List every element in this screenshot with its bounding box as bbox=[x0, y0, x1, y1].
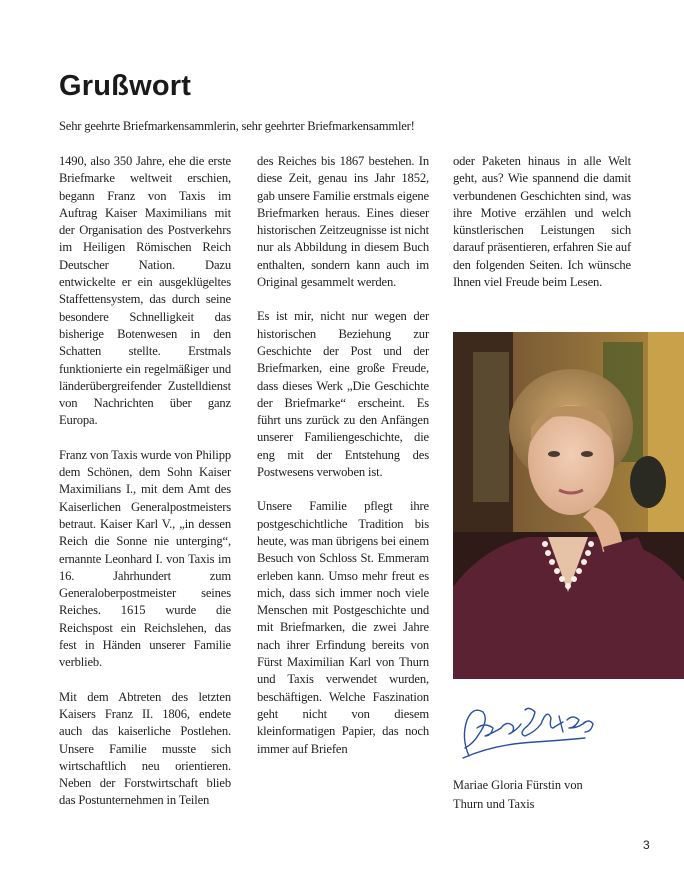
handwritten-signature-icon bbox=[455, 698, 605, 770]
paragraph: 1490, also 350 Jahre, ehe die erste Briefmarke weltweit erschien, begann Franz von Taxis im Auftrag Kaiser Maximilians mit der Organisation des Postverkehrs im Heiligen Römischen Reich Deutscher Nation. Dazu entwickelte er ein ausgeklügeltes Staffettensystem, das durch seine besondere Schnelligkeit das bisherige Botenwesen in den Schatten stellte. Erstmals funktionierte ein regelmäßiger und länderübergreifender Zustelldienst von Nachrichten über ganz Europa. bbox=[59, 154, 231, 428]
photo-caption bbox=[453, 776, 653, 814]
text-column-1 bbox=[59, 153, 231, 827]
text-column-3 bbox=[453, 153, 631, 308]
portrait-photo-icon bbox=[453, 332, 684, 679]
paragraph: Es ist mir, nicht nur wegen der historischen Beziehung zur Geschichte der Post und der Briefmarken, eine große Freude, dass dieses Werk „Die Geschichte der Briefmarke“ erscheint. Es führt uns zurück zu den Anfängen unserer Familiengeschichte, die eng mit der Entstehung des Postwesens verwoben ist. bbox=[257, 309, 429, 480]
salutation: Sehr geehrte Briefmarkensammlerin, sehr geehrter Briefmarkensammler! bbox=[59, 119, 415, 133]
signature-icon bbox=[455, 698, 605, 770]
paragraph: Franz von Taxis wurde von Philipp dem Schönen, dem Sohn Kaiser Maximilians I., mit dem Amt des Kaiserlichen Generalpostmeisters betraut. Kaiser Karl V., „in dessen Reich die Sonne nie unterging“, ernannte Leonhard I. von Taxis im 16. Jahrhundert zum Generaloberpostmeister seines Reiches. 1615 wurde die Reichspost ein Reichslehen, das fest in Händen unserer Familie verblieb. bbox=[59, 447, 231, 670]
paragraph: Mit dem Abtreten des letzten Kaisers Franz II. 1806, endete auch das kaiserliche Postlehen. Unsere Familie musste sich wirtschaftlich neu orientieren. Neben der Forstwirtschaft blieb das Postunternehmen in Teilen bbox=[59, 689, 231, 808]
paragraph: Unsere Familie pflegt ihre postgeschichtliche Tradition bis heute, was man übrigens bei einem Besuch von Schloss St. Emmeram erleben kann. Umso mehr freut es mich, dass sich immer noch viele Menschen mit Postgeschichte und mit Briefmarken, die zwei Jahre nach ihrer Erfindung bereits von Fürst Maximilian Karl von Thurn und Taxis verwendet wurden, beschäftigen. Welche Faszination geht nicht von diesem kleinformatigen Papier, das noch immer auf Briefen bbox=[257, 499, 430, 756]
paragraph: oder Paketen hinaus in alle Welt geht, aus? Wie spannend die damit verbundenen Geschichten sind, was ihre Motive erzählen und welch künstlerischen Leistungen sich darauf präsentieren, erfahren Sie auf den folgenden Seiten. Ich wünsche Ihnen viel Freude beim Lesen. bbox=[453, 154, 632, 290]
text-column-2 bbox=[257, 153, 429, 775]
caption-line: Thurn und Taxis bbox=[453, 797, 535, 811]
paragraph: des Reiches bis 1867 bestehen. In diese Zeit, genau ins Jahr 1852, gab unsere Familie erstmals eigene Briefmarken heraus. Eines dieser historischen Zeitzeugnisse ist nicht nur als Abbildung in diesem Buch enthalten, sondern kann auch im Original gesammelt werden. bbox=[257, 154, 429, 290]
portrait-photo bbox=[453, 332, 684, 679]
page-number: 3 bbox=[643, 838, 650, 852]
page-title: Grußwort bbox=[59, 70, 192, 102]
caption-line: Mariae Gloria Fürstin von bbox=[453, 778, 583, 792]
